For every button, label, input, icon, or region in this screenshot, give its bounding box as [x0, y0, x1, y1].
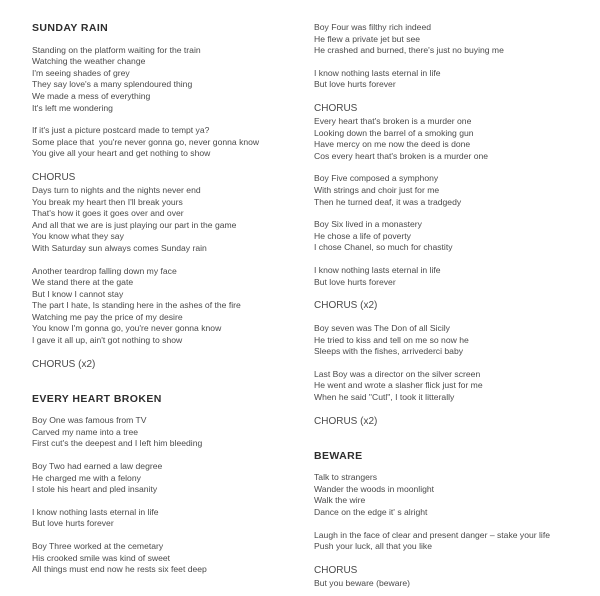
lyric-line: Cos every heart that's broken is a murder one — [314, 150, 489, 161]
verse-stanza — [314, 68, 576, 91]
lyric-line: He flew a private jet but see — [314, 33, 421, 44]
lyric-line: Days turn to nights and the nights never end — [32, 184, 201, 195]
lyric-line: Talk to strangers — [314, 472, 378, 483]
lyric-line: He went and wrote a slasher flick just for me — [314, 380, 483, 391]
lyric-line: All things must end now he rests six feet deep — [32, 564, 207, 575]
lyric-line: But love hurts forever — [32, 518, 114, 529]
lyric-line: They say love's a many splendoured thing — [32, 79, 193, 90]
chorus-label: CHORUS (x2) — [314, 300, 378, 312]
lyric-line: Another teardrop falling down my face — [32, 265, 177, 276]
song-section — [32, 393, 290, 576]
verse-stanza — [32, 415, 290, 450]
chorus-label: CHORUS (x2) — [314, 415, 378, 427]
lyric-line: Then he turned deaf, it was a tradgedy — [314, 196, 462, 207]
lyric-line: I know nothing lasts eternal in life — [314, 67, 441, 78]
lyric-line: With strings and choir just for me — [314, 184, 440, 195]
verse-stanza — [314, 323, 576, 358]
song-section — [32, 22, 290, 371]
chorus-stanza — [32, 358, 290, 371]
verse-stanza — [32, 266, 290, 347]
lyric-line: Push your luck, all that you like — [314, 541, 432, 552]
lyric-line: I stole his heart and pled insanity — [32, 484, 158, 495]
lyric-line: We stand there at the gate — [32, 277, 134, 288]
verse-stanza — [314, 219, 576, 254]
lyric-line: You give all your heart and get nothing to show — [32, 148, 211, 159]
chorus-label: CHORUS — [314, 564, 358, 576]
lyric-line: Every heart that's broken is a murder one — [314, 115, 472, 126]
lyric-line: Wander the woods in moonlight — [314, 483, 435, 494]
verse-stanza — [32, 507, 290, 530]
lyric-line: Watching me pay the price of my desire — [32, 311, 183, 322]
column-left — [18, 22, 300, 586]
lyric-line: But I know I cannot stay — [32, 288, 124, 299]
lyric-line: Walk the wire — [314, 495, 366, 506]
lyric-line: I'm seeing shades of grey — [32, 67, 130, 78]
lyric-line: I know nothing lasts eternal in life — [32, 506, 159, 517]
lyric-line: The part I hate, Is standing here in the ashes of the fire — [32, 300, 241, 311]
lyric-line: Standing on the platform waiting for the train — [32, 44, 201, 55]
verse-stanza — [314, 369, 576, 404]
chorus-label: CHORUS — [32, 171, 76, 183]
lyric-line: Boy One was famous from TV — [32, 415, 147, 426]
lyric-line: If it's just a picture postcard made to tempt ya? — [32, 125, 210, 136]
lyric-line: Boy seven was The Don of all Sicily — [314, 323, 450, 334]
verse-stanza — [32, 461, 290, 496]
lyric-line: Watching the weather change — [32, 56, 146, 67]
verse-stanza — [314, 472, 576, 518]
lyric-line: Boy Three worked at the cemetary — [32, 541, 164, 551]
lyric-line: But love hurts forever — [314, 276, 396, 287]
lyric-line: Carved my name into a tree — [32, 426, 139, 437]
chorus-label: CHORUS — [314, 102, 358, 114]
lyric-line: Boy Five composed a symphony — [314, 173, 439, 184]
lyric-line: It's left me wondering — [32, 102, 113, 113]
lyric-line: Boy Six lived in a monastery — [314, 219, 422, 230]
lyric-line: You break my heart then I'll break yours — [32, 196, 183, 207]
chorus-stanza — [32, 171, 290, 255]
lyric-line: I know nothing lasts eternal in life — [314, 264, 441, 275]
lyric-line: I chose Chanel, so much for chastity — [314, 242, 453, 253]
verse-stanza — [32, 45, 290, 115]
verse-stanza — [32, 541, 290, 576]
lyric-line: Boy Four was filthy rich indeed — [314, 22, 432, 32]
chorus-label: CHORUS (x2) — [32, 358, 96, 370]
lyric-line: You know what they say — [32, 231, 124, 242]
lyric-line: But you beware (beware) — [314, 577, 411, 588]
lyric-line: But love hurts forever — [314, 79, 396, 90]
song-section — [314, 450, 576, 590]
lyric-line: He charged me with a felony — [32, 472, 141, 483]
lyric-line: He tried to kiss and tell on me so now he — [314, 334, 469, 345]
lyric-line: First cut's the deepest and I left him bleeding — [32, 438, 203, 449]
song-title: EVERY HEART BROKEN — [32, 392, 162, 405]
lyric-line: You know I'm gonna go, you're never gonna know — [32, 323, 222, 334]
verse-stanza — [314, 530, 576, 553]
lyric-line: I gave it all up, ain't got nothing to show — [32, 335, 183, 346]
lyric-line: Laugh in the face of clear and present danger – stake your life — [314, 529, 551, 540]
verse-stanza — [32, 125, 290, 160]
lyric-line: When he said "Cutl", I took it litterally — [314, 392, 455, 403]
chorus-stanza — [314, 415, 576, 428]
lyric-line: We made a mess of everything — [32, 90, 151, 101]
song-section — [314, 22, 576, 428]
lyric-line: With Saturday sun always comes Sunday rain — [32, 242, 207, 253]
song-title: BEWARE — [314, 449, 363, 462]
chorus-stanza — [314, 102, 576, 162]
lyric-line: Boy Two had earned a law degree — [32, 461, 163, 472]
lyric-line: His crooked smile was kind of sweet — [32, 552, 171, 563]
lyric-line: Some place that you're never gonna go, never gonna know — [32, 136, 260, 147]
lyric-line: Sleeps with the fishes, arrivederci baby — [314, 346, 464, 357]
column-right — [300, 22, 582, 586]
song-title: SUNDAY RAIN — [32, 22, 109, 34]
lyric-line: That's how it goes it goes over and over — [32, 208, 184, 219]
lyric-line: And all that we are is just playing our part in the game — [32, 219, 237, 230]
lyric-line: Have mercy on me now the deed is done — [314, 139, 471, 150]
lyric-line: He chose a life of poverty — [314, 230, 411, 241]
verse-stanza — [314, 173, 576, 208]
lyric-line: Dance on the edge it' s alright — [314, 507, 428, 518]
lyric-line: He crashed and burned, there's just no buying me — [314, 45, 504, 56]
verse-stanza — [314, 22, 576, 57]
chorus-stanza — [314, 299, 576, 312]
verse-stanza — [314, 265, 576, 288]
lyric-line: Last Boy was a director on the silver screen — [314, 368, 481, 379]
chorus-stanza — [314, 564, 576, 590]
lyric-line: Looking down the barrel of a smoking gun — [314, 127, 474, 138]
